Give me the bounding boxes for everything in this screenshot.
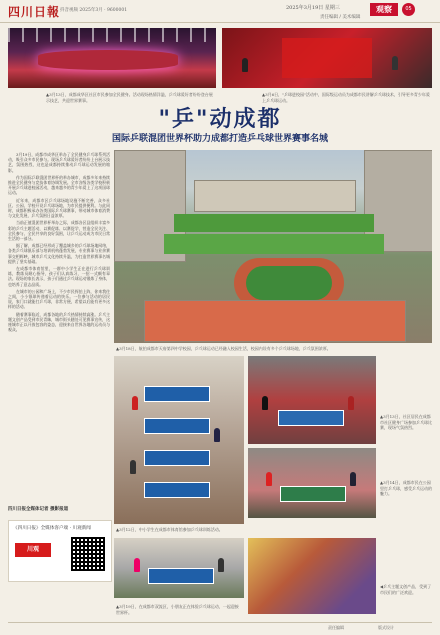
paragraph: 当前正值混团世界杯举办之际，成都各区县组织丰富多彩的乒乓主题活动，以赛促练、以赛促学，营造全民关注、全民参与、全民共享的良好氛围，让乒乓运动成为市民日常生活的一部分。 [8, 220, 110, 242]
caption-park: ▲3月14日，成都市民在公园里打乒乓球，感受乒乓运动的魅力。 [380, 480, 432, 496]
player [132, 396, 138, 410]
ping-pong-table [144, 450, 210, 466]
player [348, 396, 354, 410]
page-footer [8, 622, 432, 633]
ping-pong-table [280, 486, 346, 502]
park-players-photo [248, 448, 376, 518]
app-advertisement[interactable] [8, 520, 112, 582]
paragraph: 在成都市体育馆里，一群中小学生正在进行乒乓球训练，教练员耐心指导，孩子们认真练习，一招一式颇有章法。现场的家长表示，孩子们通过乒乓球运动锻炼了身体，也培养了意志品质。 [8, 266, 110, 287]
issue-date: 2025年3月19日 星期三 [286, 5, 340, 11]
masthead: 四川日報 [8, 5, 61, 19]
stage [38, 50, 178, 70]
caption-training: ▲3月12日，中小学生在成都市体育馆参加乒乓球训练活动。 [116, 527, 223, 532]
section-tag: 观察 [370, 3, 398, 16]
footer-editor: 责任编辑 [328, 625, 344, 630]
editor-line: 责任编辑 / 美术编辑 [320, 15, 361, 20]
ad-title: 《四川日报》全媒体客户端 · 川观新闻 [13, 526, 91, 531]
ping-pong-table [144, 386, 210, 402]
qr-code-icon[interactable] [71, 537, 105, 571]
player [214, 428, 220, 442]
child [218, 558, 224, 572]
article-body [8, 152, 110, 502]
paragraph: 近年来，成都市区乒乓球场地设施不断完善，众多社区、公园、学校开设乒乓球场地，为市民提供便利。与此同时，成都积极承办各类国际乒乓球赛事，带动城市体育消费与文化发展，乒乓氛围日益浓厚。 [8, 197, 110, 219]
ping-pong-table [278, 410, 344, 426]
player [262, 396, 268, 410]
ping-pong-table [144, 482, 210, 498]
person [242, 58, 248, 72]
ping-pong-table [144, 418, 210, 434]
paragraph: 在城市的公园和广场上，不少市民挥拍上阵，你来我往之间，小小银球传递着运动的快乐。一位参与活动的居民说，家门口就能打乒乓球，非常方便，希望以后能有更多这样的活动。 [8, 288, 110, 310]
paragraph: 作为国际乒联混团世界杯的举办城市，成都多年来持续推进全民健身与竞技体育协调发展。全市各级各类学校积极开展乒乓球进校园活动，越来越多的青少年爱上了这项国球运动。 [8, 174, 110, 196]
paragraph: 3月19日，成都市成华区举办了全民健身乒乓球系列活动，吸引众多市民参与。现场乒乓球爱好者纷纷上台展示技艺，氛围热烈，这也是成都持续推动乒乓球运动发展的缩影。 [8, 152, 110, 173]
page-header [0, 0, 440, 23]
child [134, 558, 140, 572]
green-roof [164, 234, 384, 254]
player [266, 472, 272, 486]
merchandise-photo [248, 538, 376, 614]
stage-lights [8, 28, 216, 42]
caption-aerial: ▲3月18日，航拍成都市天府第四中学校园，乒乓球运动已经融入校园生活，校园内设有多个乒乓球场地，乒乓氛围浓厚。 [116, 346, 331, 351]
caption-merch: ◀乒乓主题文创产品，受到了市民们的广泛欢迎。 [380, 584, 432, 595]
masthead-subtitle: 抖音视频 2025年3月 · 9600001 [60, 8, 128, 13]
caption-crowd: ▲3月6日，"乒球进校园"活动中，国际级运动员为成都市民讲解乒乓球技术，引导更多青少年爱上乒乓球运动。 [262, 92, 430, 103]
player [130, 460, 136, 474]
app-logo: 川观 [15, 543, 51, 557]
caption-hall: ▲3月13日，成都成华区社区市民参加全民健身。活动现场热情洋溢，乒乓球爱好者纷纷登台展示技艺，共迎世界赛事。 [46, 92, 213, 103]
player [350, 472, 356, 486]
sports-field [246, 266, 332, 300]
byline: 四川日报全媒体记者 摄影报道 [8, 507, 69, 512]
aerial-school-photo [114, 150, 432, 343]
page-number: 05 [402, 3, 415, 16]
red-banner [282, 38, 372, 78]
paragraph: 据了解，成都已经形成了覆盖城乡的乒乓球场地网络，各类乒乓球俱乐部与培训机构蓬勃发展，专业赛事与业余赛事交相辉映，城市乒乓文化持续升温，为打造世界赛事名城提供了坚实基础。 [8, 243, 110, 264]
kids-playing-photo [114, 538, 244, 598]
school-building [194, 180, 356, 212]
hall-photo [8, 28, 216, 88]
red-building [144, 300, 406, 342]
caption-kids: ▲3月19日，在成都市双流区，小朋友正在体验乒乓球运动，一起迎接世界杯。 [116, 604, 239, 615]
person [392, 56, 398, 70]
paragraph: 随着赛事临近，成都各地的乒乓热情持续高涨。乒乓主题文创产品受到市民青睐，城市街头随处可见赛事宣传，这座城市正以开放包容的姿态，迎接来自世界各地的运动员与观众。 [8, 311, 110, 333]
footer-designer: 版式设计 [378, 625, 394, 630]
green-roof [174, 214, 374, 232]
caption-community: ▲3月13日，社区居民在成都市社区健身广场参加乒乓球比赛，现场气氛热烈。 [380, 414, 432, 430]
training-hall-photo [114, 356, 244, 524]
crowd-photo [222, 28, 432, 88]
ping-pong-table [148, 568, 214, 584]
subheadline: 国际乒联混团世界杯助力成都打造乒乓球世界赛事名城 [111, 134, 328, 144]
community-match-photo [248, 356, 376, 444]
headline: "乒"动成都 [158, 106, 282, 132]
